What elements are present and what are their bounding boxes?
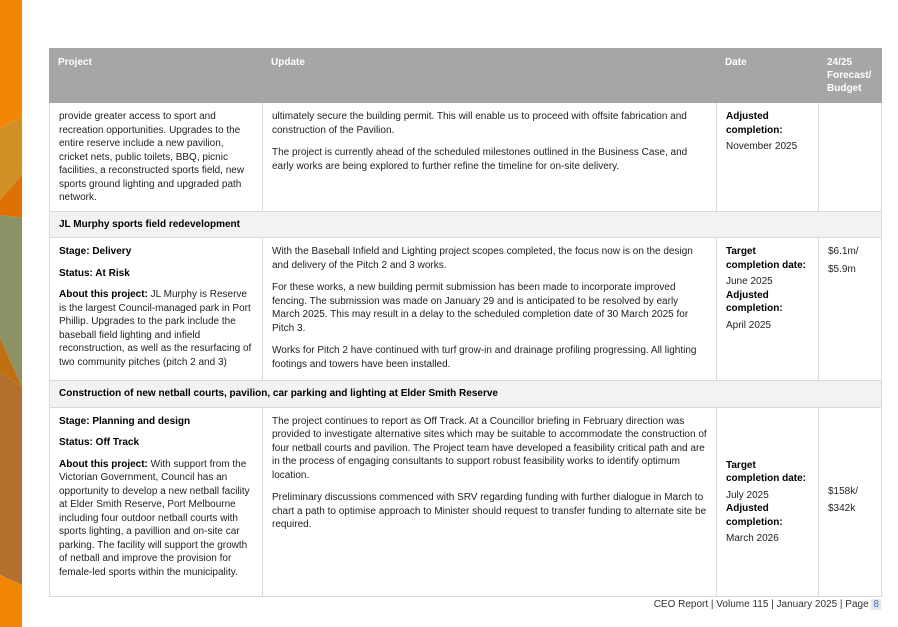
section-row [50,381,882,408]
update-paragraph: The project continues to report as Off Track. At a Councillor briefing in February direction was provided to investigate alternative sites which may be suitable to accommodate the construction of four netball courts and pavilion. The Project team have developed a feasibility critical path and are in the process of engaging consultants to support robust feasibility works to identify optimum location. [272,415,707,481]
status-label: Status: Off Track [59,437,140,448]
date-entry [726,289,809,333]
stripe-segment-brown [0,372,22,585]
update-paragraph: With the Baseball Infield and Lighting project scopes completed, the focus now is on the design and delivery of the Pitch 2 and 3 works. [272,246,693,271]
page-footer [654,599,881,610]
page-number-field: 8 [873,599,879,610]
update-paragraph: ultimately secure the building permit. This will enable us to proceed with offsite fabrication and construction of the Pavilion. [272,111,687,136]
update-paragraph: Preliminary discussions commenced with SRV regarding funding with further dialogue in March to chart a path to optimise approach to Minister should request to transfer funding to alternate site be required. [272,492,707,530]
date-entry [726,502,809,546]
date-label: Target completion date: [726,459,807,484]
update-paragraph: The project is currently ahead of the scheduled milestones outlined in the Business Case, and early works are being explored to further refine the timeline for on-site delivery. [272,147,688,172]
date-entry [726,459,809,503]
date-value: November 2025 [726,141,798,152]
budget-forecast: $6.1m/ [828,246,859,257]
date-cell [717,407,819,596]
table-row [50,407,882,596]
budget-amount: $5.9m [828,263,856,275]
budget-forecast: $158k/ [828,485,859,497]
table-row [50,103,882,212]
budget-amount: $342k [828,503,856,514]
budget-cell [819,103,882,212]
footer-text: CEO Report | Volume 115 | January 2025 | Page [653,599,869,610]
date-label: Adjusted completion: [726,503,783,528]
table-row [50,238,882,381]
date-label: Adjusted completion: [726,111,783,136]
project-cell [50,238,263,381]
status-label: Status: At Risk [59,267,130,279]
date-label: Adjusted completion: [726,289,783,314]
column-header-forecast: 24/25 Forecast/ Budget [819,49,882,103]
stage-label: Stage: Delivery [59,246,132,257]
update-paragraph: For these works, a new building permit submission has been made to incorporate improved fencing. The submission was made on January 29 and is anticipated to be resolved by early March 2025. This may result in a delay to the scheduled completion date of 30 March 2025 for Pitch 3. [272,282,689,334]
section-title: JL Murphy sports field redevelopment [50,211,882,238]
column-header-project: Project [50,49,263,103]
date-value: April 2025 [726,319,772,331]
table-header-row [50,49,882,103]
update-cell [263,238,717,381]
date-label: Target completion date: [726,246,807,271]
date-entry [726,110,809,154]
date-entry [726,245,809,289]
about-label: About this project: [59,289,148,300]
update-paragraph: Works for Pitch 2 have continued with turf grow-in and drainage profiling progressing. All lighting footings and towers have been installed. [272,345,697,370]
column-header-date: Date [717,49,819,103]
stripe-segment-orange-top [0,0,22,128]
project-description [59,288,253,369]
stage-label: Stage: Planning and design [59,415,191,427]
budget-cell [819,407,882,596]
update-cell [263,103,717,212]
update-cell [263,407,717,596]
date-cell [717,103,819,212]
date-value: March 2026 [726,533,779,544]
budget-cell [819,238,882,381]
about-text: JL Murphy is Reserve is the largest Council-managed park in Port Phillip. Upgrades to the park include the baseball field lighting and infield reconstruction, as well as the resurfacing of two community pitches (pitch 2 and 3) [59,289,252,368]
date-cell [717,238,819,381]
column-header-update: Update [263,49,717,103]
date-value: July 2025 [726,489,769,501]
section-title: Construction of new netball courts, pavilion, car parking and lighting at Elder Smith Reserve [50,381,882,408]
decorative-stripe [0,0,22,627]
project-cell [50,103,263,212]
project-description [59,458,253,580]
about-text: With support from the Victorian Government, Council has an opportunity to develop a new netball facility at Elder Smith Reserve, Port Melbourne including four outdoor netball courts with sports lighting, a pavillion and on-site car parking. The facility will support the growth of netball and improve the provision for female-led sports within the municipality. [59,458,250,578]
project-description: provide greater access to sport and recreation opportunities. Upgrades to the entire reserve include a new pavilion, cricket nets, public toilets, BBQ, picnic facilities, a reconstructed sports field, new sports ground lighting and upgraded path network. [59,111,245,203]
project-status-table [49,48,882,597]
date-value: June 2025 [726,276,773,287]
project-cell [50,407,263,596]
section-row [50,211,882,238]
about-label: About this project: [59,458,148,470]
